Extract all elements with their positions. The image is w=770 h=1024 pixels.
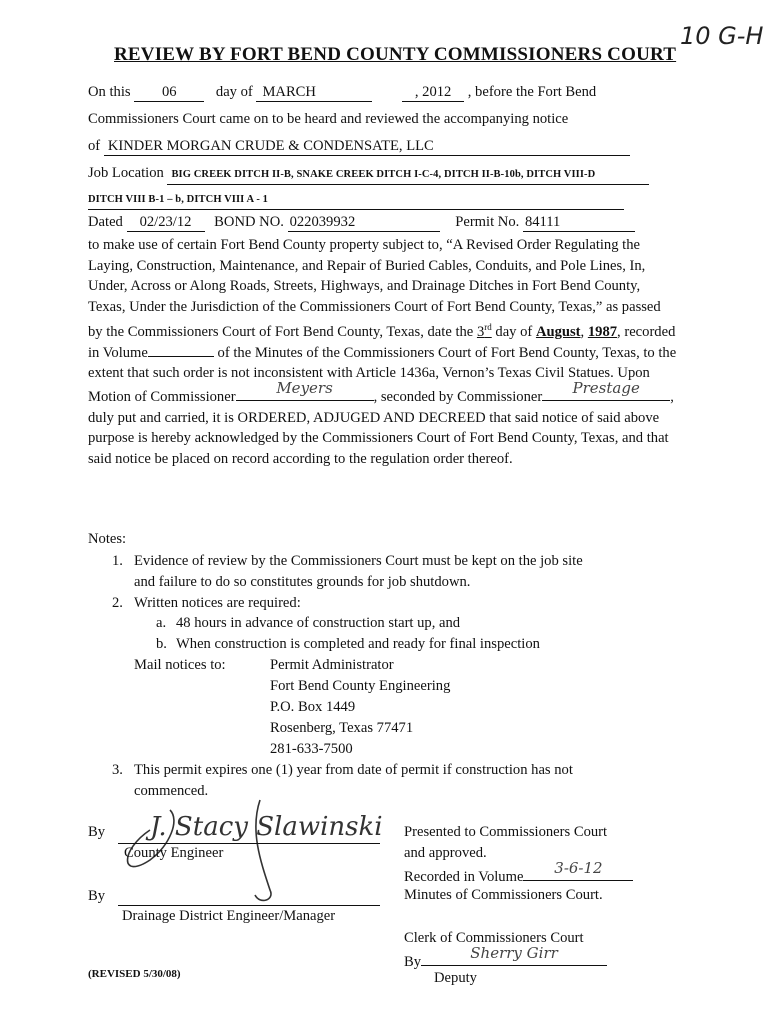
note-2-number: 2. [112, 595, 123, 611]
recorded-in: , recorded in [88, 324, 676, 361]
commissioners-line: Commissioners Court came on to be heard and reviewed the accompanying notice [88, 111, 569, 127]
company-line [88, 136, 630, 156]
dated-line [88, 212, 635, 232]
note-2a-letter: a. [156, 615, 167, 631]
order-year: 1987 [587, 324, 618, 341]
on-this-label: On this [88, 84, 131, 100]
clerk-signature-field [421, 944, 607, 966]
job-location-line [88, 163, 649, 185]
note-1-number: 1. [112, 553, 123, 569]
by-label-2: By [88, 888, 106, 904]
seconded-label: , seconded [373, 389, 436, 406]
bond-label: BOND NO. [214, 214, 284, 230]
permit-number: 84111 [523, 213, 635, 232]
volume-label: Volume [102, 344, 148, 361]
presented-line-1: Presented to Commissioners Court [404, 824, 608, 840]
job-location-value-1: BIG CREEK DITCH II-B, SNAKE CREEK DITCH I-C-4, DITCH II-B-10b, DITCH VIII-D [167, 166, 649, 185]
by-commissioner-label: by Commissioner [438, 389, 543, 406]
note-2-text: Written notices are required: [134, 595, 301, 611]
note-2b-text: When construction is completed and ready for final inspection [176, 636, 540, 652]
of-label: of [88, 138, 101, 154]
volume-blank [148, 356, 214, 357]
note-3-number: 3. [112, 762, 123, 778]
day-field: 06 [134, 83, 204, 102]
day-of-label: day of [215, 84, 253, 100]
second-commissioner-signature: Prestage [572, 379, 640, 398]
order-day-of: day of [495, 324, 533, 341]
recorded-volume-field [523, 859, 633, 881]
month-field: MARCH [256, 83, 372, 102]
order-text-1: to make use of certain Fort Bend County property subject to, “A Revised Order Regulating the Laying, Construction, Maintenance, and Repair of Buried Cables, Conduits, and Pole Lines, In, Under, Across or Along Roads, Streets, Highways, and Drainage Ditches in Fort Bend County, Texas, Under the Jurisdiction of the Commissioners Court of Fort Bend County, Texas,” as passed by the Commissioners Court of Fort Bend County, Texas, date the [88, 237, 661, 341]
order-day [477, 324, 492, 340]
note-1-text: Evidence of review by the Commissioners Court must be kept on the job site [134, 553, 583, 569]
note-2a-text: 48 hours in advance of construction start up, and [176, 615, 461, 631]
by-label-1: By [88, 824, 106, 840]
permit-label: Permit No. [455, 214, 520, 230]
by-label-3: By [404, 954, 422, 970]
notes-heading: Notes: [88, 531, 127, 547]
drainage-engineer-label: Drainage District Engineer/Manager [122, 908, 336, 924]
before-fort-bend: , before the Fort Bend [467, 84, 597, 100]
dated-label: Dated [88, 214, 123, 230]
address-line-3: P.O. Box 1449 [270, 699, 356, 715]
revised-date: (REVISED 5/30/08) [88, 968, 181, 980]
note-2b-letter: b. [156, 636, 167, 652]
address-line-2: Fort Bend County Engineering [270, 678, 451, 694]
job-location-value-2: DITCH VIII B-1 – b, DITCH VIII A - 1 [88, 191, 624, 210]
year-field: , 2012 [402, 83, 464, 102]
motion-commissioner-field [236, 379, 374, 401]
recorded-in-volume-label: Recorded in Volume [404, 869, 524, 885]
county-engineer-signature: J. Stacy Slawinski [150, 812, 383, 842]
minutes-label: Minutes of Commissioners Court. [404, 887, 603, 903]
order-day-suffix: rd [484, 322, 492, 333]
note-1-text-cont: and failure to do so constitutes grounds for job shutdown. [134, 574, 471, 590]
address-line-4: Rosenberg, Texas 77471 [270, 720, 414, 736]
presented-line-2: and approved. [404, 845, 487, 861]
order-day-number: 3 [476, 324, 485, 341]
address-line-1: Permit Administrator [270, 657, 394, 673]
company-name: KINDER MORGAN CRUDE & CONDENSATE, LLC [104, 137, 630, 156]
second-commissioner-field [542, 379, 670, 401]
county-engineer-label: County Engineer [124, 845, 224, 861]
recorded-volume-handwriting: 3-6-12 [554, 859, 603, 877]
deputy-label: Deputy [434, 970, 477, 986]
clerk-label: Clerk of Commissioners Court [404, 930, 584, 946]
order-paragraph: to make use of certain Fort Bend County property subject to, “A Revised Order Regulating the Laying, Construction, Maintenance, and Repair of Buried Cables, Conduits, and Pole Lines, In, Under, Across or Along Roads, Streets, Highways, and Drainage Ditches in Fort Bend County, Texas, Under the Jurisdiction of the Commissioners Court of Fort Bend County, Texas,” as passed by the Commissioners Court of Fort Bend County, Texas, date the 3rd day of August, 1987, recorded in Volume of the Minutes of the Commissioners Court of Fort Bend County, Texas, to the extent that such order is not inconsistent with Article 1436a, Vernon’s Texas Civil Statues. Upon Motion of Commissioner Meyers , seconded by Commissioner Prestage , duly put and carried, it is ORDERED, ADJUGED AND DECREED that said notice of said above purpose is hereby acknowledged by the Commissioners Court of Fort Bend County, Texas, and that said notice be placed on record according to the regulation order thereof. [88, 237, 677, 467]
motion-commissioner-signature: Meyers [276, 379, 333, 398]
dated-value: 02/23/12 [127, 213, 205, 232]
mail-notices-label: Mail notices to: [134, 657, 226, 673]
document-title: REVIEW BY FORT BEND COUNTY COMMISSIONERS COURT [114, 44, 677, 65]
handwritten-corner-note: 10 G-H [680, 22, 764, 50]
on-this-line [88, 82, 596, 102]
job-location-label: Job Location [88, 165, 164, 181]
order-month: August [535, 324, 581, 341]
job-location-line-2 [88, 188, 624, 210]
note-3-text-cont: commenced. [134, 783, 209, 799]
address-line-5: 281-633-7500 [270, 741, 353, 757]
order-text-2: of the Minutes of the Commissioners Court of Fort Bend County, Texas, to the extent that such order is not inconsistent with Article 1436a, Vernon’s Texas Civil Statues. Upon Motion of Commissioner [88, 344, 677, 406]
note-3-text: This permit expires one (1) year from date of permit if construction has not [134, 762, 573, 778]
order-text-3: , duly put and carried, it is ORDERED, ADJUGED AND DECREED that said notice of said above purpose is hereby acknowledged by the Commissioners Court of Fort Bend County, Texas, and that said notice be placed on record according to the regulation order thereof. [88, 389, 674, 467]
bond-number: 022039932 [288, 213, 440, 232]
clerk-signature: Sherry Girr [470, 944, 558, 962]
